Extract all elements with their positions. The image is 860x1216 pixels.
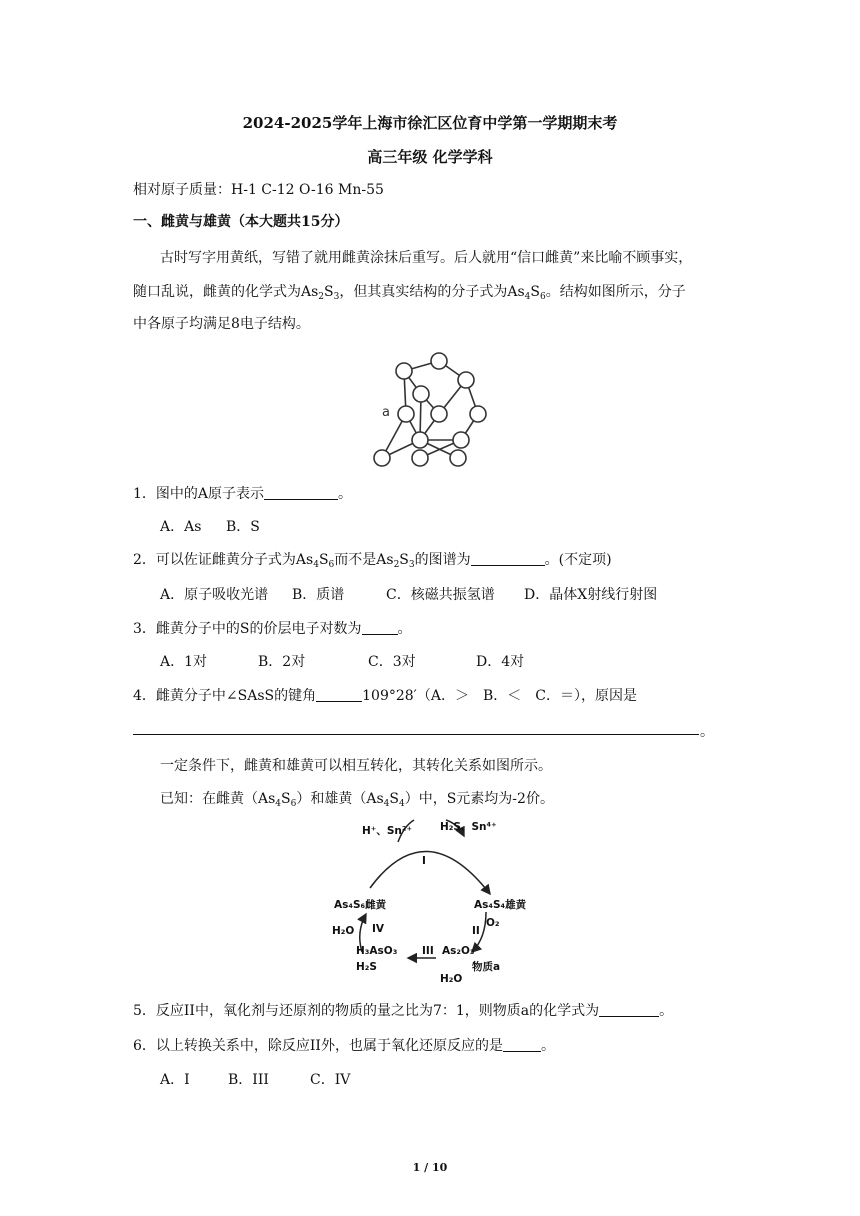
label-h3aso3: H₃AsO₃ [356, 945, 398, 957]
label-h2s: H₂S [356, 961, 377, 973]
atom-node [412, 450, 428, 466]
atom-node [413, 386, 429, 402]
option-a: A．As [160, 519, 202, 535]
option-d: D．晶体X射线行射图 [524, 587, 658, 603]
answer-blank[interactable] [316, 687, 362, 702]
question-2: 2．可以佐证雌黄分子式为$As_4S_6$而不是$As_2S_3$的图谱为 。(不定项) [133, 552, 612, 570]
question-4-answer-line[interactable] [133, 734, 699, 735]
page-subtitle: 高三年级 化学学科 [367, 148, 493, 166]
answer-blank[interactable] [362, 620, 398, 635]
atom-node [398, 406, 414, 422]
label-top-left: H⁺、Sn²⁺ [362, 825, 413, 837]
label-as2o3: As₂O₃ [442, 945, 475, 957]
conversion-cycle-diagram [326, 812, 536, 988]
paragraph-known: 已知：在雌黄$(As_4S_6)$和雄黄$(As_4S_4)$中，S元素均为-2价。 [160, 791, 554, 809]
option-b: B．质谱 [292, 587, 345, 603]
question-1: 1．图中的A原子表示 。 [133, 486, 353, 502]
page-title: 2024-2025学年上海市徐汇区位育中学第一学期期末考 [242, 114, 618, 132]
question-2-options [160, 585, 657, 605]
answer-blank[interactable] [471, 551, 545, 566]
label-orpiment: As₄S₆雌黄 [334, 899, 387, 911]
paragraph-intro-line1: 古时写字用黄纸，写错了就用雌黄涂抹后重写。后人就用“信口雌黄”来比喻不顾事实， [160, 250, 693, 266]
arrow-reaction-1 [370, 851, 490, 894]
option-b: B．2对 [258, 654, 306, 670]
option-c: C．核磁共振氢谱 [386, 587, 495, 603]
label-top-right: H₂S、Sn⁴⁺ [440, 821, 497, 833]
atom-node [374, 450, 390, 466]
paragraph-intro-line3: 中各原子均满足8电子结构。 [133, 316, 310, 332]
option-a: A．原子吸收光谱 [160, 587, 269, 603]
atom-node [431, 353, 447, 369]
atom-label-a: a [382, 405, 390, 420]
label-reaction-3: III [422, 945, 434, 957]
atom-node [453, 432, 469, 448]
option-c: C．IV [310, 1072, 351, 1088]
section-heading: 一、雌黄与雄黄（本大题共15分） [133, 214, 349, 230]
label-h2o-bottom: H₂O [440, 973, 463, 985]
question-6-options [160, 1070, 350, 1090]
option-d: D．4对 [476, 654, 525, 670]
question-3: 3．雌黄分子中的S的价层电子对数为 。 [133, 621, 412, 637]
label-o2: O₂ [486, 917, 500, 929]
question-1-options [160, 517, 260, 537]
label-h2o-left: H₂O [332, 925, 355, 937]
page-number: 1 / 10 [412, 1161, 448, 1174]
question-5: 5．反应II中，氧化剂与还原剂的物质的量之比为7：1，则物质a的化学式为 。 [133, 1003, 674, 1019]
atom-node [470, 406, 486, 422]
question-3-options [160, 652, 524, 672]
label-reaction-2: II [472, 925, 480, 937]
answer-blank[interactable] [503, 1037, 541, 1052]
question-6: 6．以上转换关系中，除反应II外，也属于氧化还原反应的是 。 [133, 1038, 555, 1054]
option-a: A．I [160, 1072, 190, 1088]
label-substance-a: 物质a [472, 961, 501, 973]
option-b: B．III [228, 1072, 269, 1088]
answer-blank[interactable] [599, 1002, 659, 1017]
paragraph-intro-line2: 随口乱说，雌黄的化学式为$As_2S_3$，但其真实结构的分子式为$As_4S_6$。结构如图所示，分子 [133, 284, 686, 302]
molecule-structure-figure [360, 340, 510, 470]
question-4-end: 。 [700, 724, 714, 740]
atom-node [458, 372, 474, 388]
atom-node [412, 432, 428, 448]
option-c: C．3对 [368, 654, 416, 670]
paragraph-transform: 一定条件下，雌黄和雄黄可以相互转化，其转化关系如图所示。 [160, 758, 552, 774]
atom-node [431, 406, 447, 422]
question-4: 4．雌黄分子中∠SAsS的键角 109°28′（A．＞ B．＜ C．＝），原因是 [133, 688, 637, 704]
atom-node [396, 363, 412, 379]
answer-blank[interactable] [264, 485, 338, 500]
label-reaction-1: I [422, 855, 426, 867]
option-b: B．S [226, 519, 260, 535]
atom-node [450, 450, 466, 466]
label-realgar: As₄S₄雄黄 [474, 899, 527, 911]
option-a: A．1对 [160, 654, 208, 670]
atomic-mass-line: 相对原子质量：H-1 C-12 O-16 Mn-55 [133, 182, 384, 198]
label-reaction-4: IV [372, 923, 385, 935]
